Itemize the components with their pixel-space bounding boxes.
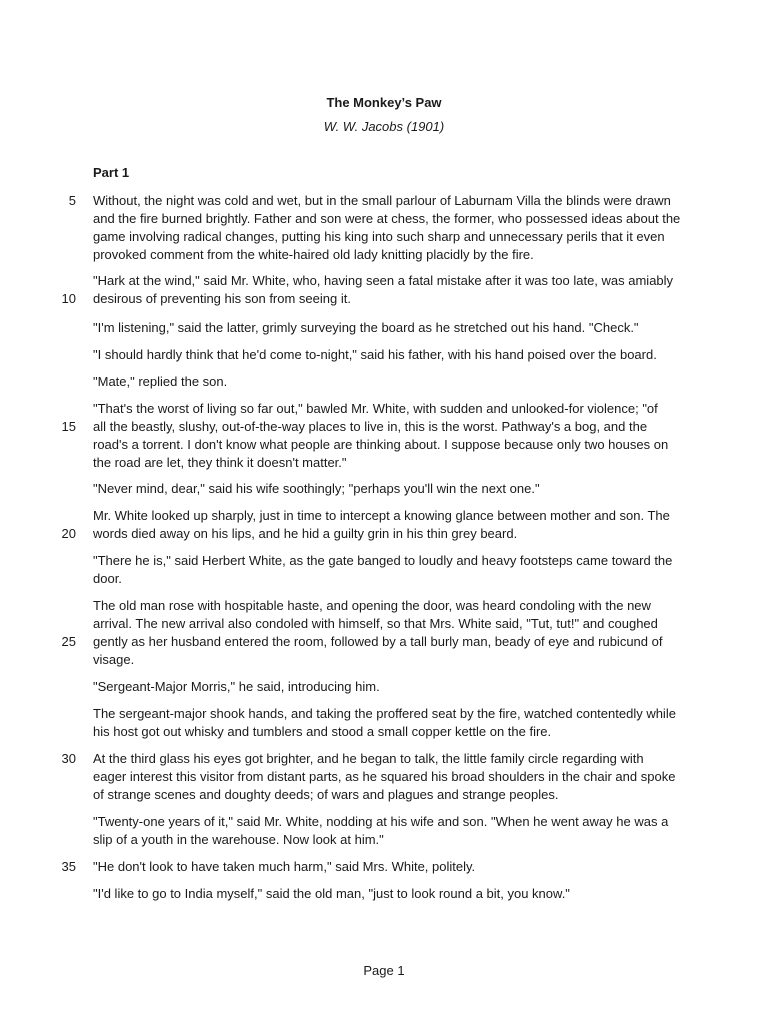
line-number: 35 <box>61 859 76 874</box>
text-line: At the third glass his eyes got brighter, and he began to talk, the little family circle regarding with <box>93 751 644 766</box>
text-line: of strange scenes and doughty deeds; of wars and plagues and strange peoples. <box>93 787 559 802</box>
text-line: Without, the night was cold and wet, but in the small parlour of Laburnam Villa the blinds were drawn <box>93 193 671 208</box>
page-number: Page 1 <box>363 963 405 978</box>
text-line: "Twenty-one years of it," said Mr. White, nodding at his wife and son. "When he went away he was a <box>93 814 669 829</box>
paragraph <box>93 373 227 391</box>
paragraph <box>93 813 668 849</box>
text-line: "There he is," said Herbert White, as the gate banged to loudly and heavy footsteps came toward the <box>93 553 673 568</box>
paragraph <box>93 750 675 804</box>
text-line: arrival. The new arrival also condoled with himself, so that Mrs. White said, "Tut, tut!" and coughed <box>93 616 658 631</box>
text-line: his host got out whisky and tumblers and stood a small copper kettle on the fire. <box>93 724 552 739</box>
paragraph <box>93 705 676 741</box>
text-line: words died away on his lips, and he hid a guilty grin in his thin grey beard. <box>93 526 518 541</box>
text-line: game involving radical changes, putting his king into such sharp and unnecessary perils that it even <box>93 229 665 244</box>
text-line: slip of a youth in the warehouse. Now look at him." <box>93 832 384 847</box>
text-line: "Sergeant-Major Morris," he said, introducing him. <box>93 679 380 694</box>
paragraph <box>93 480 540 498</box>
text-line: door. <box>93 571 122 586</box>
line-number: 5 <box>68 193 76 208</box>
text-line: The old man rose with hospitable haste, and opening the door, was heard condoling with the new <box>93 598 651 613</box>
paragraph <box>93 319 639 337</box>
text-line: "Mate," replied the son. <box>93 374 228 389</box>
paragraph <box>93 400 668 472</box>
text-line: visage. <box>93 652 135 667</box>
line-number: 15 <box>61 419 76 434</box>
paragraph <box>93 678 380 696</box>
document-title: The Monkey’s Paw <box>326 95 442 110</box>
paragraph <box>93 346 657 364</box>
paragraph <box>93 507 670 543</box>
text-line: "He don't look to have taken much harm," said Mrs. White, politely. <box>93 859 476 874</box>
text-line: all the beastly, slushy, out-of-the-way places to live in, this is the worst. Pathway's a bog, and the <box>93 419 648 434</box>
text-line: eager interest this visitor from distant parts, as he squared his broad shoulders in the chair and spoke <box>93 769 676 784</box>
text-line: The sergeant-major shook hands, and taking the proffered seat by the fire, watched contentedly while <box>93 706 676 721</box>
document-author: W. W. Jacobs (1901) <box>323 119 445 134</box>
text-line: "I'd like to go to India myself," said the old man, "just to look round a bit, you know." <box>93 886 570 901</box>
line-number: 30 <box>61 751 76 766</box>
paragraph <box>93 552 672 588</box>
part-heading: Part 1 <box>93 165 130 180</box>
text-line: and the fire burned brightly. Father and son were at chess, the former, who possessed ideas about the <box>93 211 681 226</box>
line-number: 20 <box>61 526 76 541</box>
text-line: "I'm listening," said the latter, grimly surveying the board as he stretched out his hand. "Check." <box>93 320 639 335</box>
paragraph <box>93 272 673 308</box>
text-line: "I should hardly think that he'd come to-night," said his father, with his hand poised over the board. <box>93 347 657 362</box>
text-line: desirous of preventing his son from seeing it. <box>93 291 351 306</box>
text-line: "Hark at the wind," said Mr. White, who, having seen a fatal mistake after it was too late, was amiably <box>93 273 674 288</box>
paragraph <box>93 192 680 264</box>
text-line: gently as her husband entered the room, followed by a tall burly man, beady of eye and rubicund of <box>93 634 663 649</box>
text-line: road's a torrent. I don't know what people are thinking about. I suppose because only two houses on <box>93 437 669 452</box>
line-number: 25 <box>61 634 76 649</box>
text-line: Mr. White looked up sharply, just in time to intercept a knowing glance between mother and son. The <box>93 508 670 523</box>
paragraph <box>93 858 475 876</box>
text-line: the road are let, they think it doesn't matter." <box>93 455 347 470</box>
text-line: "Never mind, dear," said his wife soothingly; "perhaps you'll win the next one." <box>93 481 540 496</box>
text-line: provoked comment from the white-haired old lady knitting placidly by the fire. <box>93 247 534 262</box>
paragraph <box>93 885 570 903</box>
line-number: 10 <box>61 291 76 306</box>
text-line: "That's the worst of living so far out," bawled Mr. White, with sudden and unlooked-for violence; "of <box>93 401 658 416</box>
paragraph <box>93 597 662 669</box>
